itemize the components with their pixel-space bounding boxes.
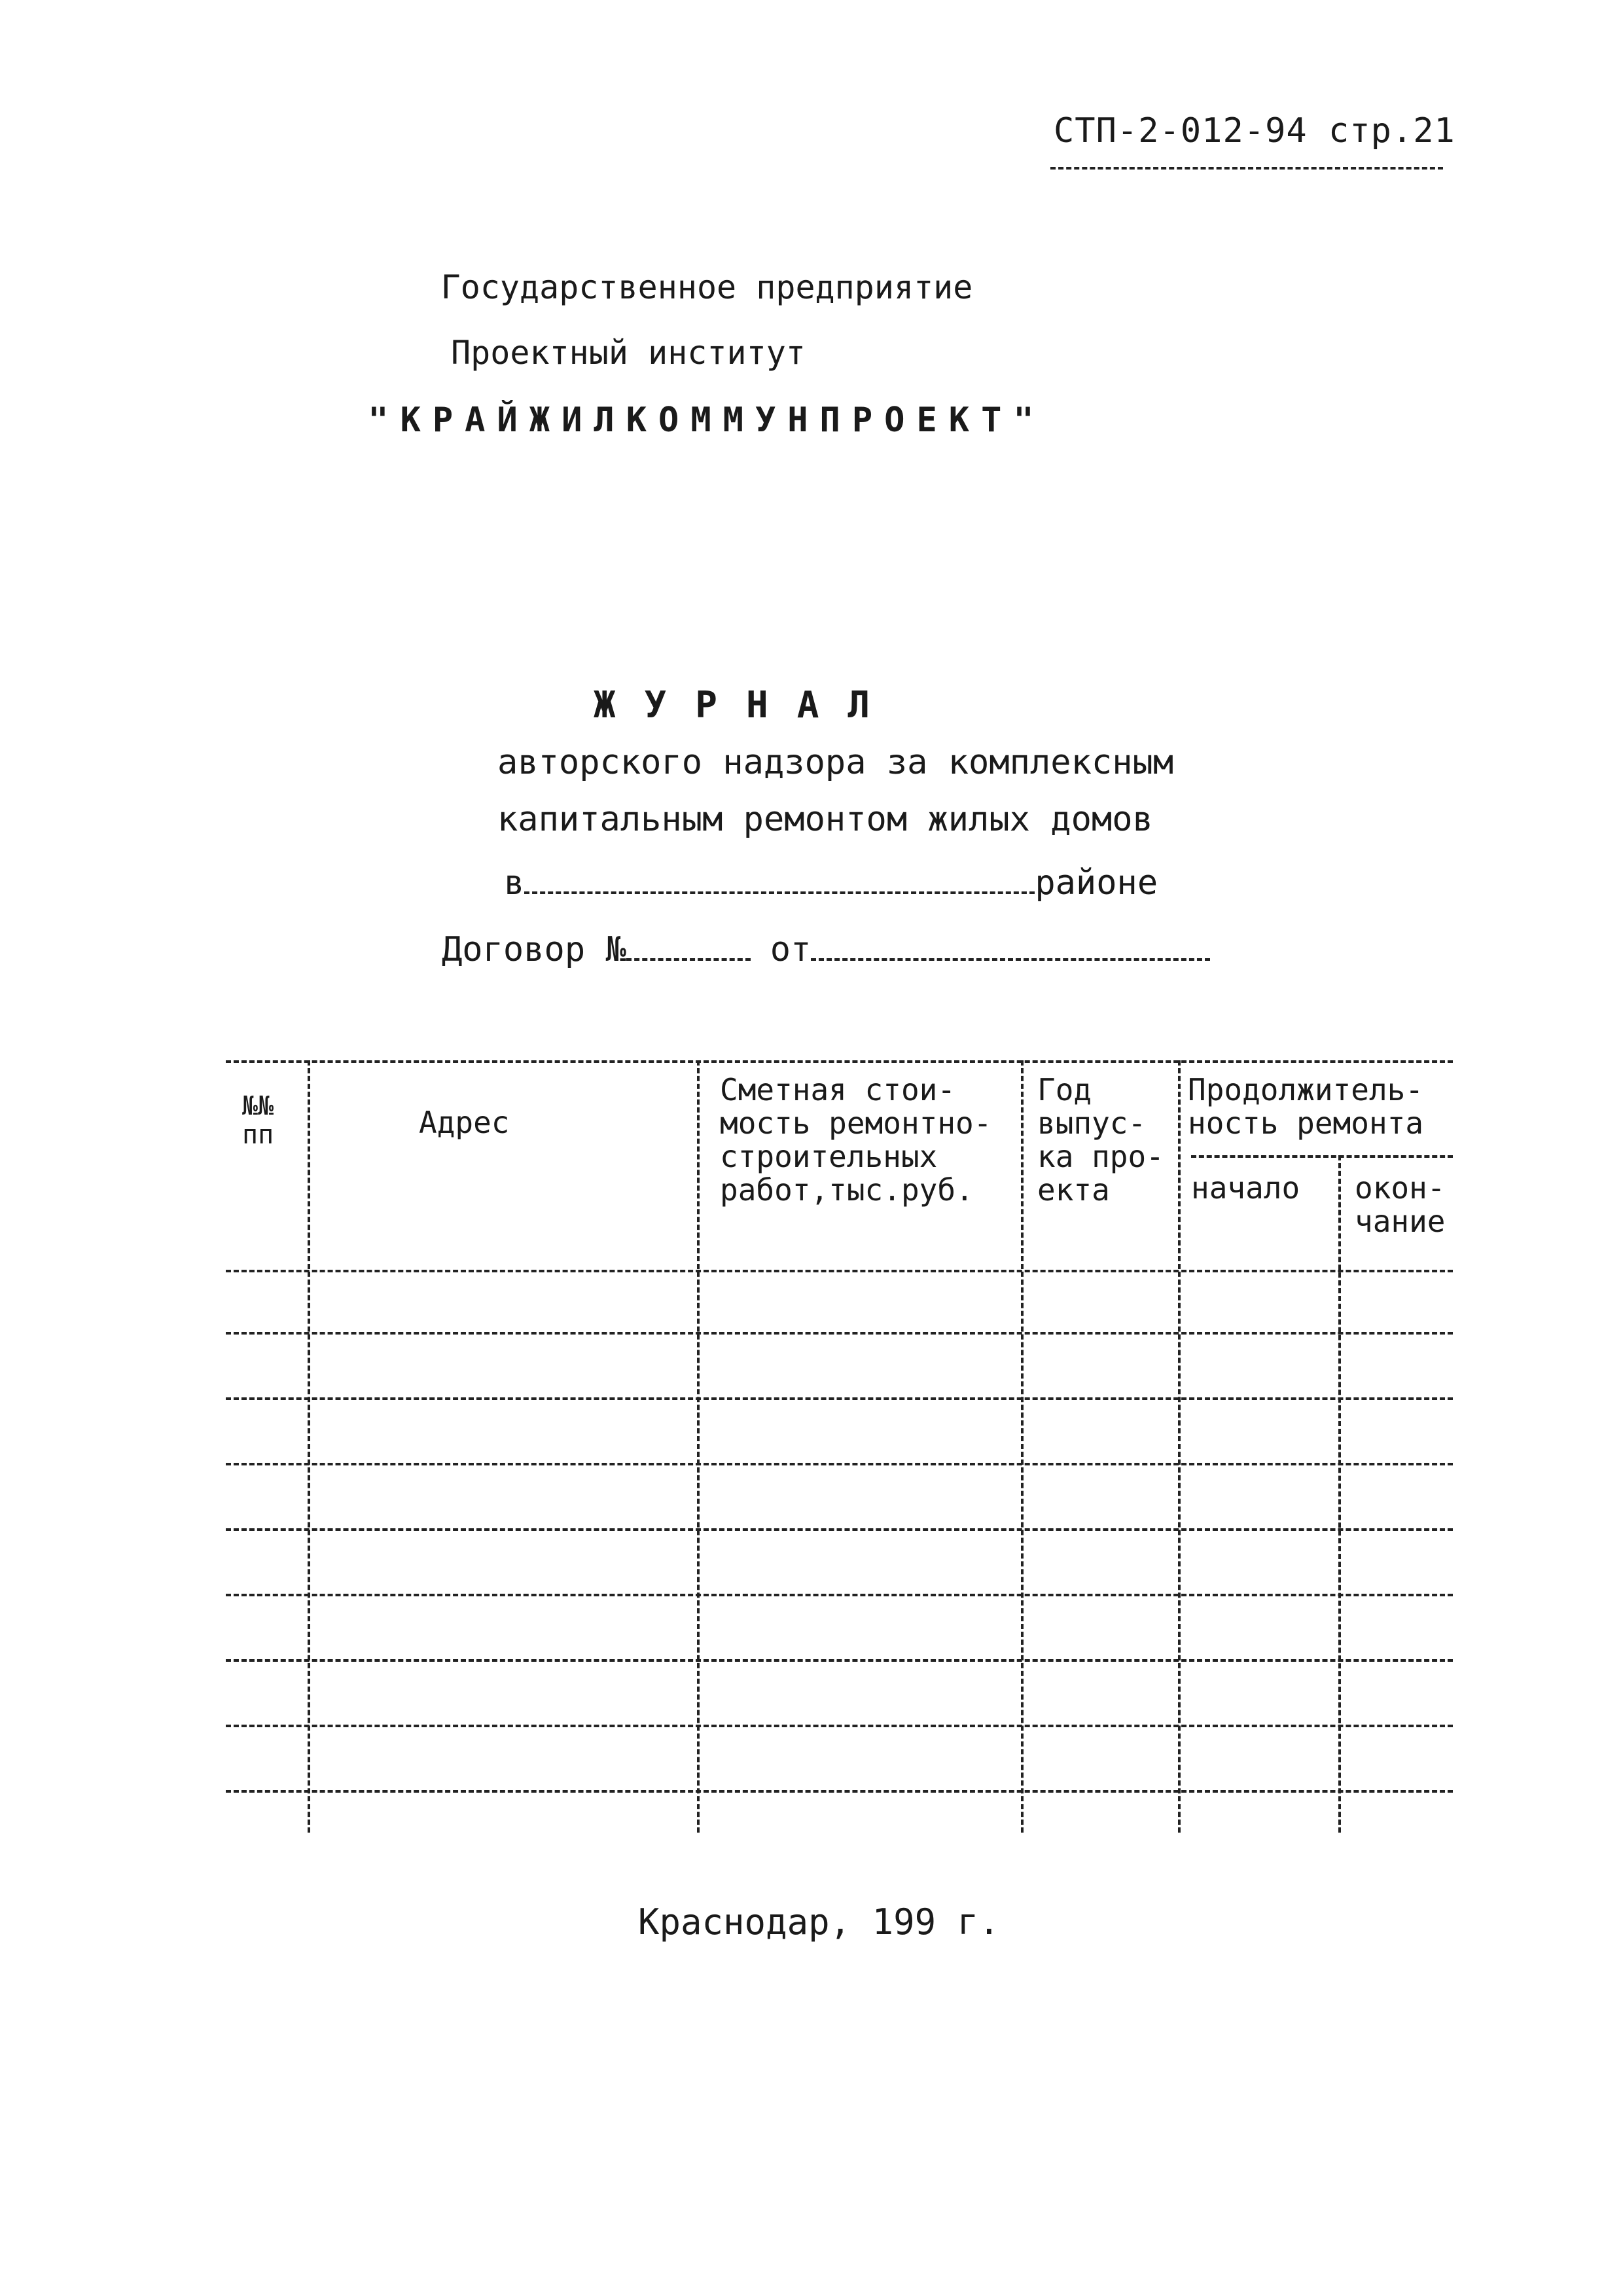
table-row-divider [226, 1659, 1453, 1662]
institute-label: Проектный институт [451, 334, 806, 372]
contract-line [442, 929, 1210, 969]
contract-from-label: от [770, 930, 812, 969]
district-prefix: в [504, 863, 525, 903]
table-row-divider [226, 1790, 1453, 1793]
district-suffix: районе [1035, 863, 1158, 903]
journal-title: ЖУРНАЛ [593, 684, 899, 726]
table-column-divider [308, 1060, 310, 1833]
table-row-divider [226, 1332, 1453, 1335]
column-header-repair-duration: Продолжитель- ность ремонта [1188, 1072, 1424, 1141]
table-top-border [226, 1060, 1453, 1063]
district-line [504, 863, 1158, 903]
table-row-divider [226, 1528, 1453, 1531]
column-header-project-year: Год выпус- ка про- екта [1037, 1072, 1164, 1208]
table-column-divider [697, 1060, 700, 1833]
table-column-divider [1338, 1155, 1341, 1833]
column-header-end: окон- чание [1355, 1170, 1446, 1239]
district-blank-field[interactable] [524, 863, 1035, 894]
document-code: СТП-2-012-94 стр.21 [1054, 111, 1455, 151]
journal-subtitle-line1: авторского надзора за комплексным [497, 743, 1174, 782]
table-row-divider [226, 1397, 1453, 1400]
contract-date-blank-field[interactable] [811, 929, 1210, 961]
duration-subheader-divider [1191, 1155, 1453, 1158]
contract-label: Договор № [442, 930, 626, 969]
table-row-divider [226, 1725, 1453, 1727]
table-column-divider [1021, 1060, 1024, 1833]
column-header-start: начало [1191, 1170, 1300, 1206]
document-code-underline [1050, 167, 1443, 170]
journal-subtitle-line2: капитальным ремонтом жилых домов [497, 800, 1153, 839]
column-header-address: Адрес [419, 1105, 510, 1140]
table-column-divider [1178, 1060, 1181, 1833]
table-row-divider [226, 1594, 1453, 1596]
institute-name: "КРАЙЖИЛКОММУНПРОЕКТ" [368, 401, 1046, 440]
footer-place-year: Краснодар, 199 г. [638, 1901, 1000, 1943]
table-header-bottom-border [226, 1270, 1453, 1272]
contract-number-blank-field[interactable] [626, 929, 751, 961]
column-header-number: №№ пп [242, 1091, 274, 1150]
column-header-estimated-cost: Сметная стои- мость ремонтно- строительных работ,тыс.руб. [720, 1072, 992, 1208]
table-row-divider [226, 1463, 1453, 1465]
organization-type: Государственное предприятие [440, 268, 973, 306]
